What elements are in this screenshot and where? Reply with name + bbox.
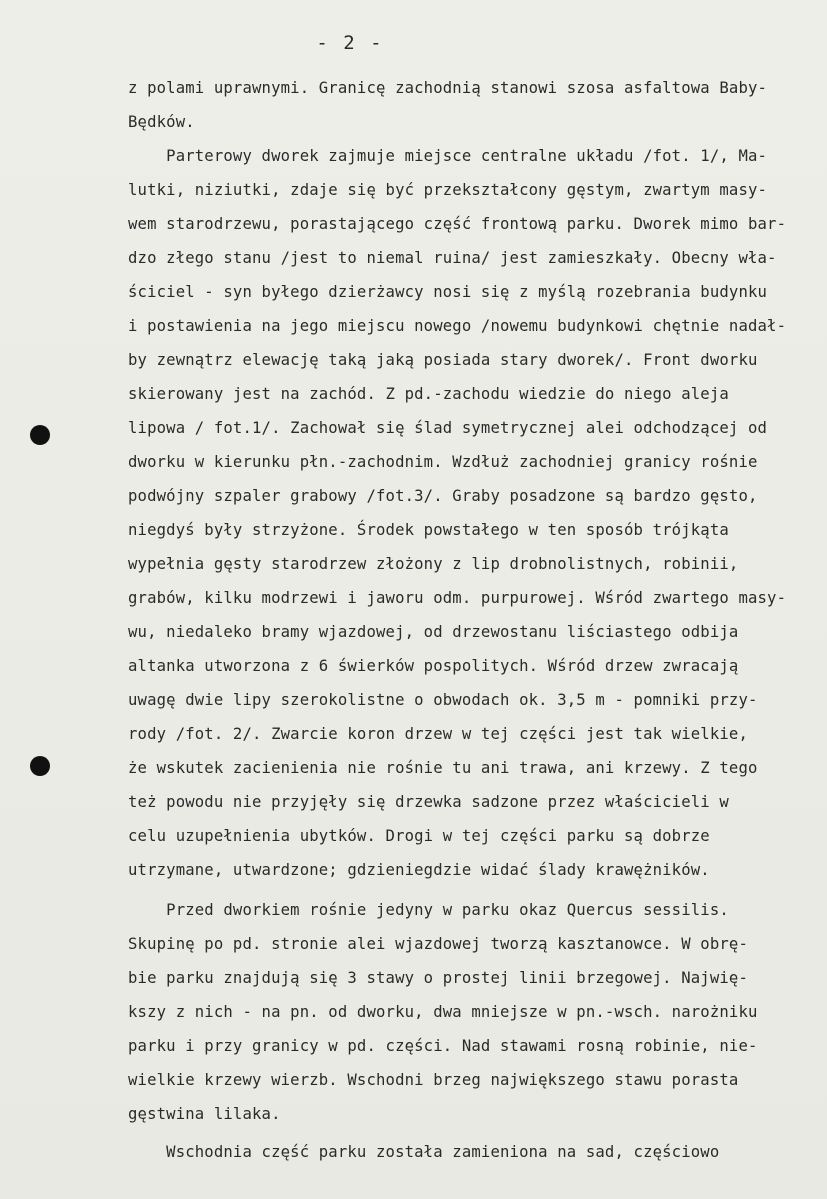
text-line: utrzymane, utwardzone; gdzieniegdzie widać ślady krawężników. (128, 861, 710, 879)
text-line: grabów, kilku modrzewi i jaworu odm. purpurowej. Wśród zwartego masy- (128, 589, 787, 607)
text-line: z polami uprawnymi. Granicę zachodnią stanowi szosa asfaltowa Baby- (128, 79, 768, 97)
text-line: dzo złego stanu /jest to niemal ruina/ jest zamieszkały. Obecny wła- (128, 249, 777, 267)
text-line: lipowa / fot.1/. Zachował się ślad symetrycznej alei odchodzącej od (128, 419, 768, 437)
text-line: bie parku znajdują się 3 stawy o prostej linii brzegowej. Najwię- (128, 969, 748, 987)
text-line: by zewnątrz elewację taką jaką posiada stary dworek/. Front dworku (128, 351, 758, 369)
text-line: skierowany jest na zachód. Z pd.-zachodu wiedzie do niego aleja (128, 385, 729, 403)
text-line: że wskutek zacienienia nie rośnie tu ani trawa, ani krzewy. Z tego (128, 759, 758, 777)
text-line: podwójny szpaler grabowy /fot.3/. Graby posadzone są bardzo gęsto, (128, 487, 758, 505)
text-line: wem starodrzewu, porastającego część frontową parku. Dworek mimo bar- (128, 215, 787, 233)
text-line: Skupinę po pd. stronie alei wjazdowej tworzą kasztanowce. W obrę- (128, 935, 748, 953)
text-line: też powodu nie przyjęły się drzewka sadzone przez właścicieli w (128, 793, 729, 811)
text-line: Przed dworkiem rośnie jedyny w parku okaz Quercus sessilis. (128, 901, 729, 919)
text-line: dworku w kierunku płn.-zachodnim. Wzdłuż zachodniej granicy rośnie (128, 453, 758, 471)
text-line: gęstwina lilaka. (128, 1105, 281, 1123)
text-line: wielkie krzewy wierzb. Wschodni brzeg największego stawu porasta (128, 1071, 739, 1089)
text-line: Wschodnia część parku została zamieniona na sad, częściowo (128, 1143, 720, 1161)
text-line: altanka utworzona z 6 świerków pospolitych. Wśród drzew zwracają (128, 657, 739, 675)
text-line: Parterowy dworek zajmuje miejsce centralne układu /fot. 1/, Ma- (128, 147, 768, 165)
text-line: uwagę dwie lipy szerokolistne o obwodach ok. 3,5 m - pomniki przy- (128, 691, 758, 709)
text-line: ściciel - syn byłego dzierżawcy nosi się z myślą rozebrania budynku (128, 283, 768, 301)
page-number: - 2 - (316, 32, 384, 54)
text-line: parku i przy granicy w pd. części. Nad stawami rosną robinie, nie- (128, 1037, 758, 1055)
text-line: rody /fot. 2/. Zwarcie koron drzew w tej części jest tak wielkie, (128, 725, 748, 743)
text-line: wu, niedaleko bramy wjazdowej, od drzewostanu liściastego odbija (128, 623, 739, 641)
text-line: Będków. (128, 113, 195, 131)
text-line: lutki, niziutki, zdaje się być przekształcony gęstym, zwartym masy- (128, 181, 768, 199)
text-line: wypełnia gęsty starodrzew złożony z lip drobnolistnych, robinii, (128, 555, 739, 573)
text-line: niegdyś były strzyżone. Środek powstałego w ten sposób trójkąta (128, 521, 729, 539)
punch-hole-bottom (30, 756, 50, 776)
text-line: celu uzupełnienia ubytków. Drogi w tej części parku są dobrze (128, 827, 710, 845)
punch-hole-top (30, 425, 50, 445)
text-line: kszy z nich - na pn. od dworku, dwa mniejsze w pn.-wsch. narożniku (128, 1003, 758, 1021)
text-line: i postawienia na jego miejscu nowego /nowemu budynkowi chętnie nadał- (128, 317, 787, 335)
